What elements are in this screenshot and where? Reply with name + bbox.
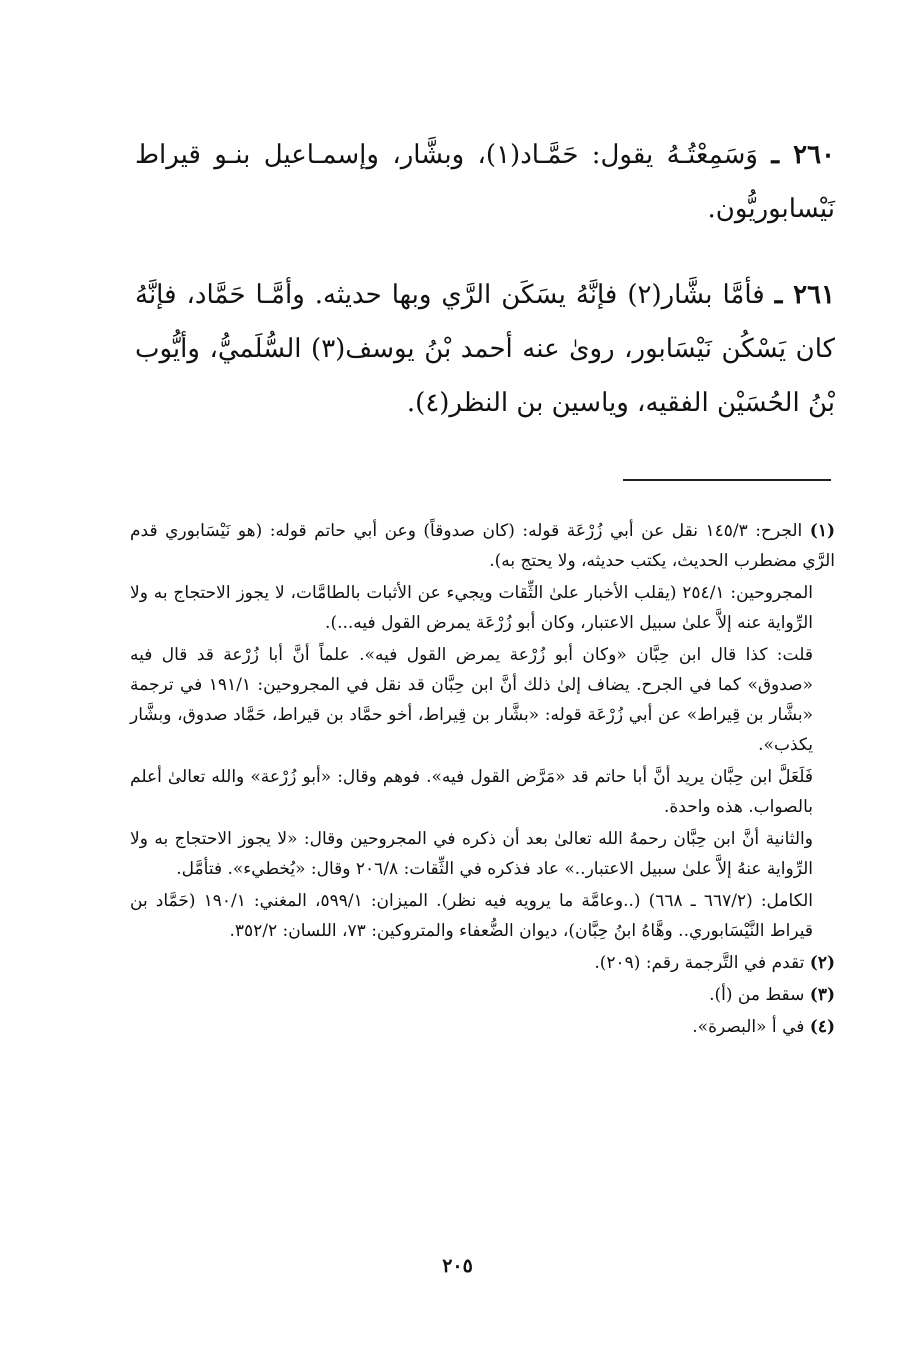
footnotes — [130, 516, 835, 1044]
entry-text: فأمَّا بشَّار(٢) فإنَّهُ يسَكَن الرَّي وبها حديثه. وأمَّـا حَمَّاد، فإنَّهُ كان يَسْكُن نَيْسَابور، روىٰ عنه أحمد بْنُ يوسف(٣) السُّلَميُّ، وأيُّوب بْنُ الحُسَيْن الفقيه، وياسين بن النظر(٤). — [135, 280, 835, 418]
footnote-text: سقط من (أ). — [709, 985, 805, 1005]
footnote-marker: (٤) — [809, 1017, 835, 1037]
footnote-continuation — [130, 762, 835, 822]
entry-paragraph — [135, 128, 835, 236]
entry-text: وَسَمِعْتُـهُ يقول: حَمَّـاد(١)، وبشَّار، وإسمـاعيل بنـو قيراط نَيْسابوريُّون. — [135, 140, 835, 224]
footnote-text: تقدم في التَّرجمة رقم: (٢٠٩). — [594, 953, 805, 973]
footnote-text: فَلَعَلَّ ابن حِبَّان يريد أنَّ أبا حاتم قد «مَرَّض القول فيه». فوهم وقال: «أبو زُرْعة» والله تعالىٰ أعلم بالصواب. هذه واحدة. — [130, 767, 813, 817]
entry-260 — [135, 128, 835, 236]
footnote-text: والثانية أنَّ ابن حِبَّان رحمهُ الله تعالىٰ بعد أن ذكره في المجروحين وقال: «لا يجوز الاحتجاج به ولا الرِّواية عنهُ إلاَّ علىٰ سبيل الاعتبار..» عاد فذكره في الثِّقات: ٢٠٦/٨ وقال: «يُخطيء». فتأمَّل. — [130, 829, 813, 879]
footnote — [130, 980, 835, 1010]
footnote-continuation — [130, 886, 835, 946]
footnote — [130, 948, 835, 978]
footnote-text: في أ «البصرة». — [692, 1017, 805, 1037]
page-number: ٢٠٥ — [442, 1255, 473, 1277]
footnote — [130, 1012, 835, 1042]
entry-261 — [135, 268, 835, 430]
entry-paragraph — [135, 268, 835, 430]
footnote-text: المجروحين: ٢٥٤/١ (يقلب الأخبار علىٰ الثِّقات ويجيء عن الأثبات بالطامَّات، لا يجوز الاحتجاج به ولا الرِّواية عنه إلاَّ علىٰ سبيل الاعتبار، وكان أبو زُرْعَة يمرض القول فيه...). — [130, 583, 813, 633]
entry-number: ٢٦١ ـ — [774, 280, 836, 310]
footnote-continuation — [130, 824, 835, 884]
footnote-separator — [623, 479, 831, 481]
footnote-marker: (٣) — [809, 985, 835, 1005]
footnote-marker: (١) — [809, 521, 835, 541]
footnote-continuation — [130, 578, 835, 638]
entry-number: ٢٦٠ ـ — [771, 140, 836, 170]
footnote-marker: (٢) — [809, 953, 835, 973]
footnote-continuation — [130, 640, 835, 760]
footnote-text: الجرح: ١٤٥/٣ نقل عن أبي زُرْعَة قوله: (كان صدوقاً) وعن أبي حاتم قوله: (هو نَيْسَابوري قدم الرَّي مضطرب الحديث، يكتب حديثه، ولا يحتج به). — [130, 521, 835, 571]
footnote — [130, 516, 835, 576]
footnote-text: قلت: كذا قال ابن حِبَّان «وكان أبو زُرْعة يمرض القول فيه». علماً أنَّ أبا زُرْعة قد قال فيه «صدوق» كما في الجرح. يضاف إلىٰ ذلك أنَّ ابن حِبَّان قد نقل في المجروحين: ١٩١/١ في ترجمة «بشَّار بن قِيراط» عن أبي زُرْعَة قوله: «بشَّار بن قِيراط، أخو حمَّاد بن قيراط، حَمَّاد صدوق، وبشَّار يكذب». — [130, 645, 813, 755]
footnote-text: الكامل: (٦٦٧/٢ ـ ٦٦٨) (..وعامَّة ما يرويه فيه نظر). الميزان: ٥٩٩/١، المغني: ١٩٠/١ (حَمَّاد بن قيراط النَّيْسَابوري.. وهَّاهُ ابنُ حِبَّان)، ديوان الضُّعفاء والمتروكين: ٧٣، اللسان: ٣٥٢/٢. — [130, 891, 813, 941]
